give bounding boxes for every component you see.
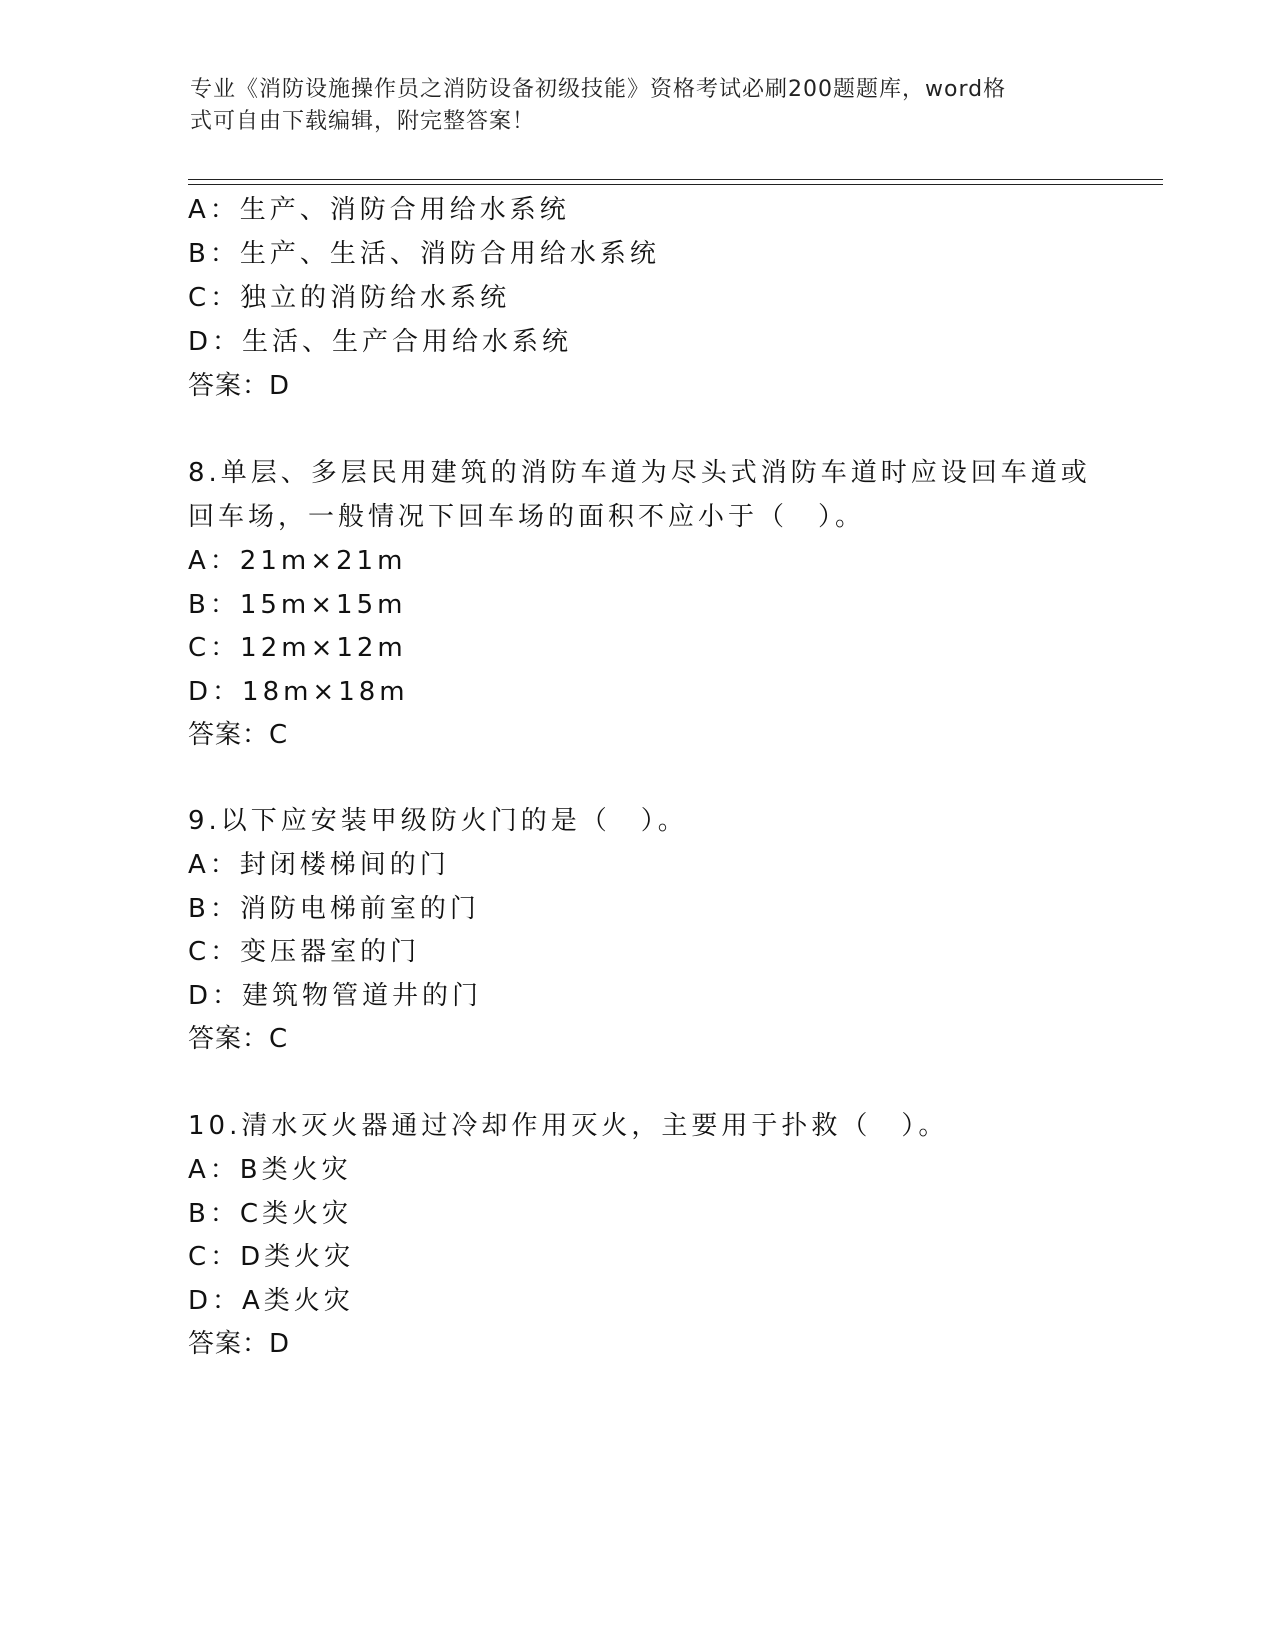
q9-option-c: C：变压器室的门 (188, 937, 421, 967)
q8-option-a: A：21m×21m (188, 546, 407, 576)
document-header (190, 74, 1090, 138)
q10-option-c: C：D类火灾 (188, 1242, 355, 1272)
q8-option-d: D：18m×18m (188, 677, 409, 707)
header-line-1: 专业《消防设施操作员之消防设备初级技能》资格考试必刷200题题库，word格 (190, 77, 1007, 102)
q9-question-line-1: 9.以下应安装甲级防火门的是（ ）。 (188, 806, 688, 836)
q7-option-a: A：生产、消防合用给水系统 (188, 195, 570, 225)
q7-option-b: B：生产、生活、消防合用给水系统 (188, 239, 660, 269)
q10-option-b: B：C类火灾 (188, 1199, 352, 1229)
q10-question-line-1: 10.清水灭火器通过冷却作用灭火，主要用于扑救（ ）。 (188, 1111, 949, 1141)
q8-question-line-1: 8.单层、多层民用建筑的消防车道为尽头式消防车道时应设回车道或 (188, 458, 1091, 488)
q7-answer: 答案：D (188, 371, 291, 401)
q7-option-c: C：独立的消防给水系统 (188, 283, 511, 313)
q9-option-d: D：建筑物管道井的门 (188, 981, 483, 1011)
q8-option-c: C：12m×12m (188, 633, 407, 663)
q10-option-a: A：B类火灾 (188, 1155, 352, 1185)
q8-option-b: B：15m×15m (188, 590, 407, 620)
q8-answer: 答案：C (188, 720, 289, 750)
q9-option-b: B：消防电梯前室的门 (188, 894, 480, 924)
q9-option-a: A：封闭楼梯间的门 (188, 850, 450, 880)
q8-question-line-2: 回车场，一般情况下回车场的面积不应小于（ ）。 (188, 502, 866, 532)
q10-answer: 答案：D (188, 1329, 291, 1359)
header-divider (188, 179, 1163, 185)
q9-answer: 答案：C (188, 1024, 289, 1054)
header-line-2: 式可自由下载编辑，附完整答案！ (190, 109, 536, 134)
q10-option-d: D：A类火灾 (188, 1286, 354, 1316)
q7-option-d: D：生活、生产合用给水系统 (188, 327, 573, 357)
